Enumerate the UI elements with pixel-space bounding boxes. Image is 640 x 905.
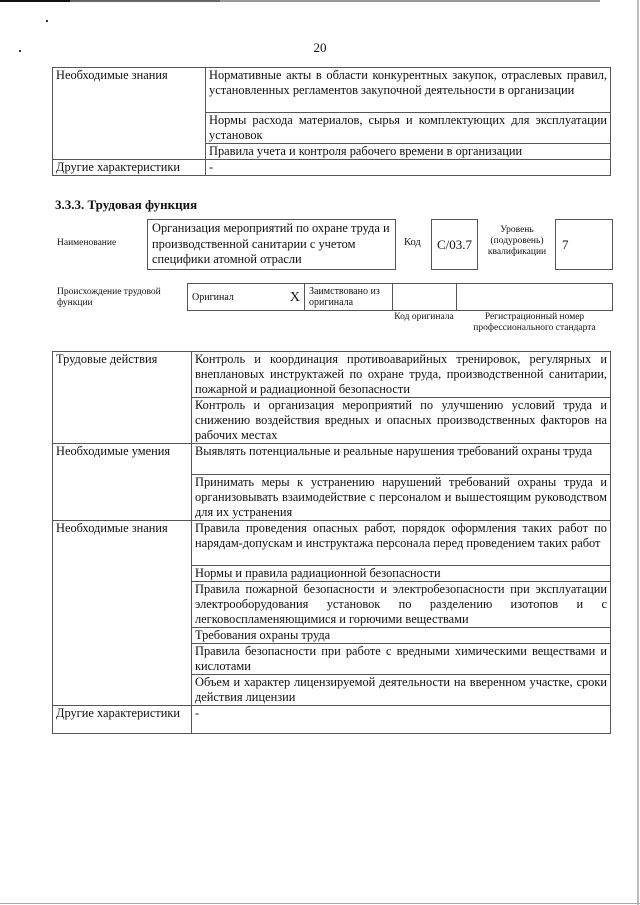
row-label: Необходимые знания xyxy=(53,68,206,160)
code-original-cell xyxy=(393,284,457,311)
knowledge-item: Нормативные акты в области конкурентных закупок, отраслевых правил, установленных регламентов закупочной деятельности в организации xyxy=(206,68,611,113)
knowledge-item: Нормы и правила радиационной безопасности xyxy=(192,566,611,582)
row-label: Другие характеристики xyxy=(53,706,192,734)
function-name-box: Организация мероприятий по охране труда и производственной санитарии с учетом специфики атомной отрасли xyxy=(147,219,396,270)
skill-item: Принимать меры к устранению нарушений требований охраны труда и организовывать взаимодействие с персоналом и вышестоящим руководством для их устранения xyxy=(192,475,611,521)
other-characteristics-value: - xyxy=(192,706,611,734)
reg-number-cell xyxy=(457,284,613,311)
qualification-level-label: Уровень (подуровень) квалификации xyxy=(487,225,547,257)
knowledge-item: Нормы расхода материалов, сырья и комплектующих для эксплуатации установок xyxy=(206,113,611,144)
skill-item: Выявлять потенциальные и реальные нарушения требований охраны труда xyxy=(192,444,611,475)
table-row xyxy=(53,160,611,176)
knowledge-item: Правила учета и контроля рабочего времени в организации xyxy=(206,144,611,160)
code-label: Код xyxy=(404,237,421,248)
function-requirements-table xyxy=(52,351,611,734)
knowledge-item: Объем и характер лицензируемой деятельности на вверенном участке, сроки действия лицензии xyxy=(192,675,611,706)
knowledge-item: Правила пожарной безопасности и электробезопасности при эксплуатации электрооборудования установок по разделению изотопов и с легковоспламеняющимися и горючими веществами xyxy=(192,582,611,628)
labor-action-item: Контроль и координация противоаварийных тренировок, регулярных и внеплановых инструктажей по охране труда, производственной санитарии, пожарной и радиационной безопасности xyxy=(192,352,611,398)
knowledge-item: Требования охраны труда xyxy=(192,628,611,644)
scan-speck xyxy=(46,20,48,22)
original-cell xyxy=(188,284,305,311)
labor-action-item: Контроль и организация мероприятий по улучшению условий труда и снижению воздействия вредных и опасных производственных факторов на рабочих местах xyxy=(192,398,611,444)
table-row xyxy=(53,706,611,734)
knowledge-item: Правила безопасности при работе с вредными химическими веществами и кислотами xyxy=(192,644,611,675)
name-label: Наименование xyxy=(57,238,117,248)
scan-edge-bottom xyxy=(0,903,640,904)
section-title: 3.3.3. Трудовая функция xyxy=(55,197,198,212)
table-row xyxy=(53,444,611,475)
function-code-box: C/03.7 xyxy=(431,219,478,270)
page-number: 20 xyxy=(313,40,327,55)
origin-table xyxy=(187,283,613,311)
origin-label: Происхождение трудовой функции xyxy=(57,287,161,308)
reg-number-caption: Регистрационный номер профессионального стандарта xyxy=(473,312,596,333)
scan-edge-top xyxy=(0,0,640,2)
borrowed-label: Заимствовано из оригинала xyxy=(305,284,393,311)
original-check-mark: X xyxy=(289,289,300,305)
original-label: Оригинал xyxy=(192,291,234,303)
row-label: Трудовые действия xyxy=(53,352,192,444)
knowledge-item: Правила проведения опасных работ, порядок оформления таких работ по нарядам-допускам и инструктажа персонала перед проведением таких работ xyxy=(192,521,611,566)
other-characteristics-value: - xyxy=(206,160,611,176)
code-original-caption: Код оригинала xyxy=(394,312,454,322)
row-label: Необходимые умения xyxy=(53,444,192,521)
row-label: Необходимые знания xyxy=(53,521,192,706)
scan-edge-right xyxy=(637,0,639,905)
table-row xyxy=(53,352,611,398)
qualification-level-box: 7 xyxy=(555,219,613,270)
continued-requirements-table xyxy=(52,67,611,176)
table-row xyxy=(53,68,611,113)
table-row xyxy=(53,521,611,566)
row-label: Другие характеристики xyxy=(53,160,206,176)
